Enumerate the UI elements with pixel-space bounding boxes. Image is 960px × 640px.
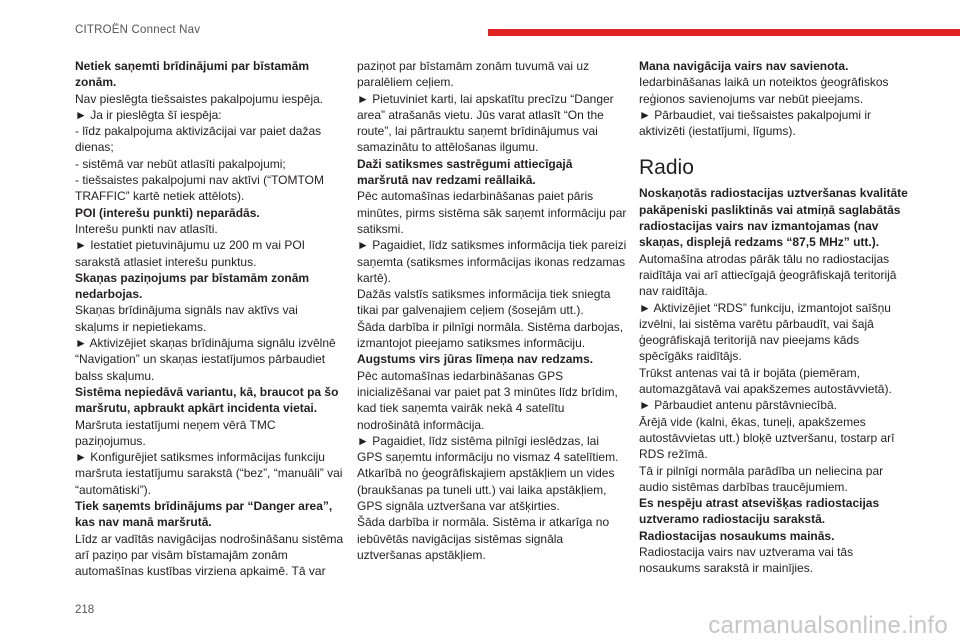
paragraph: - līdz pakalpojuma aktivizācijai var paiet dažas dienas; bbox=[75, 124, 322, 155]
problem-heading: Daži satiksmes sastrēgumi attiecīgajā maršrutā nav redzami reāllaikā. bbox=[357, 156, 573, 188]
paragraph: ► Aktivizējiet “RDS” funkciju, izmantojot saīšņu izvēlni, lai sistēma varētu pārbaudīt, vai šajā ģeogrāfiskajā teritorijā nav pieejams kāds spēcīgāks raidītājs. bbox=[639, 300, 891, 364]
problem-heading: Es nespēju atrast atsevišķas radiostacijas uztveramo radiostaciju sarakstā. bbox=[639, 496, 880, 527]
watermark: carmanualsonline.info bbox=[708, 612, 948, 639]
paragraph: Pēc automašīnas iedarbināšanas paiet pāris minūtes, pirms sistēma sāk saņemt informāciju par satiksmi. bbox=[357, 189, 627, 236]
paragraph: ► Pārbaudiet, vai tiešsaistes pakalpojumi ir aktivizēti (iestatījumi, līgums). bbox=[639, 107, 871, 139]
paragraph: Automašīna atrodas pārāk tālu no radiostacijas raidītāja vai arī attiecīgajā ģeogrāfiskajā teritorijā nav raidītāja. bbox=[639, 251, 897, 299]
problem-heading: POI (interešu punkti) neparādās. bbox=[75, 205, 260, 220]
problem-heading: Netiek saņemti brīdinājumi par bīstamām zonām. bbox=[75, 59, 310, 90]
problem-heading: Augstums virs jūras līmeņa nav redzams. bbox=[357, 352, 594, 367]
paragraph: - tiešsaistes pakalpojumi nav aktīvi (“TOMTOM TRAFFIC” kartē netiek attēlots). bbox=[75, 173, 324, 204]
paragraph: ► Aktivizējiet skaņas brīdinājuma signālu izvēlnē “Navigation” un skaņas iestatījumos pārbaudiet balss skaļumu. bbox=[75, 336, 336, 383]
paragraph: ► Iestatiet pietuvinājumu uz 200 m vai POI sarakstā atlasiet interešu punktus. bbox=[75, 238, 305, 269]
paragraph: Pēc automašīnas iedarbināšanas GPS inicializēšanai var paiet pat 3 minūtes līdz brīdim, kad tiek saņemta vairāk nekā 4 satelītu nodrošinātā informācija. bbox=[357, 368, 618, 432]
paragraph: Nav pieslēgta tiešsaistes pakalpojumu iespēja. bbox=[75, 91, 324, 106]
paragraph: Dažās valstīs satiksmes informācija tiek sniegta tikai par galvenajiem ceļiem (šosejām utt.). bbox=[357, 287, 611, 318]
paragraph: Skaņas brīdinājuma signāls nav aktīvs vai skaļums ir nepietiekams. bbox=[75, 303, 298, 334]
text-column-2 bbox=[357, 58, 627, 563]
problem-heading: Sistēma nepiedāvā variantu, kā, braucot pa šo maršrutu, apbraukt apkārt incidenta vietai. bbox=[75, 384, 339, 416]
paragraph: Šāda darbība ir pilnīgi normāla. Sistēma darbojas, izmantojot pieejamo satiksmes informāciju. bbox=[357, 319, 624, 351]
paragraph: Atkarībā no ģeogrāfiskajiem apstākļiem un vides (braukšanas pa tuneli utt.) vai laika apstākļiem, GPS signāla uztveršana var atšķirties. bbox=[357, 466, 615, 514]
header-title: CITROËN Connect Nav bbox=[75, 24, 201, 36]
paragraph: ► Konfigurējiet satiksmes informācijas funkciju maršruta iestatījumu sarakstā (“bez”, “manuāli” vai “automātiski”). bbox=[75, 450, 343, 497]
paragraph: Līdz ar vadītās navigācijas nodrošināšanu sistēma arī paziņo par visām bīstamajām zonām automašīnas kustības virziena apkaimē. Tā var bbox=[75, 531, 344, 579]
paragraph: paziņot par bīstamām zonām tuvumā vai uz paralēliem ceļiem. bbox=[357, 59, 590, 90]
problem-heading: Skaņas paziņojums par bīstamām zonām nedarbojas. bbox=[75, 270, 310, 302]
paragraph: ► Pārbaudiet antenu pārstāvniecībā. bbox=[639, 398, 838, 413]
paragraph: Interešu punkti nav atlasīti. bbox=[75, 221, 218, 236]
paragraph: Ārējā vide (kalni, ēkas, tuneļi, apakšzemes autostāvvietas utt.) bloķē uztveršanu, tostarp arī RDS režīmā. bbox=[639, 414, 895, 462]
paragraph: ► Ja ir pieslēgta šī iespēja: bbox=[75, 107, 222, 122]
section-heading: Radio bbox=[639, 156, 694, 180]
problem-heading: Mana navigācija vairs nav savienota. bbox=[639, 59, 849, 73]
paragraph: Trūkst antenas vai tā ir bojāta (piemēram, automazgātavā vai apakšzemes autostāvvietā). bbox=[639, 365, 892, 397]
header-accent-bar bbox=[488, 29, 960, 36]
paragraph: Tā ir pilnīgi normāla parādība un neliecina par audio sistēmas darbības traucējumiem. bbox=[639, 463, 884, 494]
problem-heading: Tiek saņemts brīdinājums par “Danger area”, kas nav manā maršrutā. bbox=[75, 499, 333, 530]
text-column-1 bbox=[75, 58, 345, 580]
paragraph: Iedarbināšanas laikā un noteiktos ģeogrāfiskos reģionos savienojums var nebūt pieejams. bbox=[639, 75, 889, 106]
paragraph: ► Pagaidiet, līdz satiksmes informācija tiek pareizi saņemta (satiksmes informācijas ikonas redzamas kartē). bbox=[357, 238, 627, 285]
text-column-3 bbox=[639, 58, 909, 577]
paragraph: ► Pietuviniet karti, lai apskatītu precīzu “Danger area” atrašanās vietu. Jūs varat atlasīt “On the route”, lai pārtrauktu saņemt brīdinājumus vai samazinātu to attēlošanas ilgumu. bbox=[357, 91, 614, 155]
paragraph: Radiostacija vairs nav uztverama vai tās nosaukums sarakstā ir mainījies. bbox=[639, 545, 854, 576]
paragraph: Šāda darbība ir normāla. Sistēma ir atkarīga no iebūvētās navigācijas sistēmas signāla uztveršanas apstākļiem. bbox=[357, 515, 610, 562]
paragraph: - sistēmā var nebūt atlasīti pakalpojumi; bbox=[75, 156, 286, 171]
paragraph: Maršruta iestatījumi neņem vērā TMC paziņojumus. bbox=[75, 417, 276, 448]
problem-heading: Radiostacijas nosaukums mainās. bbox=[639, 528, 835, 543]
page-number: 218 bbox=[75, 604, 95, 616]
paragraph: ► Pagaidiet, līdz sistēma pilnīgi ieslēdzas, lai GPS saņemtu informāciju no vismaz 4 satelītiem. bbox=[357, 433, 619, 465]
problem-heading: Noskaņotās radiostacijas uztveršanas kvalitāte pakāpeniski pasliktinās vai atmiņā saglabātās radiostacijas vairs nav izmantojamas (nav skaņas, displejā redzams “87,5 MHz” utt.). bbox=[639, 186, 908, 250]
